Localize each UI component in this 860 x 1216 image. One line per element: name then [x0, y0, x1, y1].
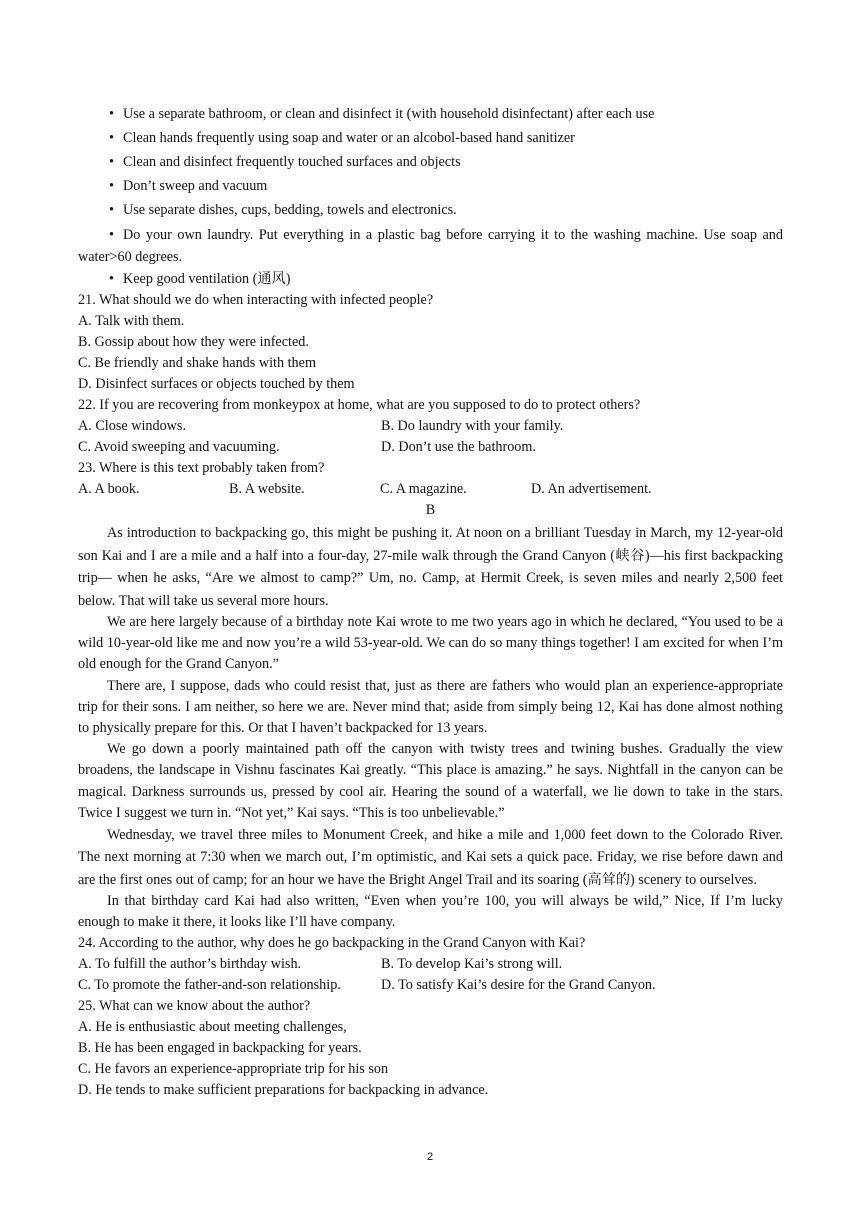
option-22-b: B. Do laundry with your family.	[381, 418, 564, 434]
bullet-text: Keep good ventilation (通风)	[123, 271, 291, 287]
option-21-d: D. Disinfect surfaces or objects touched by them	[78, 376, 355, 392]
bullet-dot: •	[109, 271, 114, 287]
option-24-a: A. To fulfill the author’s birthday wish.	[78, 956, 302, 973]
option-23-c: C. A magazine.	[380, 481, 467, 497]
bullet-item-laundry	[78, 224, 783, 268]
option-23-b: B. A website.	[229, 481, 305, 497]
options-22-row-2	[78, 437, 783, 458]
bullet-dot: •	[109, 202, 114, 218]
option-23-a: A. A book.	[78, 481, 140, 497]
bullet-dot: •	[109, 227, 114, 243]
bullet-item	[78, 152, 783, 173]
options-24-row-2	[78, 975, 783, 996]
passage-paragraph-4: We go down a poorly maintained path off the canyon with twisty trees and twining bushes. Gradually the view broadens, the landscape in Vishnu fascinates Kai greatly. “This place is amazing.” he says. Nightfall in the canyon can be magical. Darkness surrounds us, pressed by cool air. Hearing the sound of a waterfall, we lie down to take in the stars. Twice I suggest we turn in. “Not yet,” Kai says. “This is too unbelievable.”	[78, 741, 783, 821]
question-25: 25. What can we know about the author?	[78, 998, 311, 1015]
passage-paragraph-5: Wednesday, we travel three miles to Monument Creek, and hike a mile and 1,000 feet down to the Colorado River. The next morning at 7:30 when we march out, I’m optimistic, and Kai sets a quick pace. Friday, we rise before dawn and are the first ones out of camp; for an hour we have the Bright Angel Trail and its soaring (高耸的) scenery to ourselves.	[78, 827, 783, 888]
passage-paragraph-6: In that birthday card Kai had also written, “Even when you’re 100, you will always be wild,” Nice, If I’m lucky enough to make it there, it looks like I’ll have company.	[78, 892, 783, 931]
bullet-dot: •	[109, 106, 114, 122]
bullet-dot: •	[109, 130, 114, 146]
page-number: 2	[426, 1151, 434, 1163]
option-23-d: D. An advertisement.	[531, 481, 652, 497]
bullet-text: Don’t sweep and vacuum	[123, 178, 268, 194]
bullet-text: Clean hands frequently using soap and water or an alcobol-based hand sanitizer	[123, 130, 575, 146]
options-23-row	[78, 479, 783, 500]
option-25-c: C. He favors an experience-appropriate trip for his son	[78, 1061, 389, 1078]
bullet-text: Clean and disinfect frequently touched surfaces and objects	[123, 154, 461, 170]
passage-paragraph-3: There are, I suppose, dads who could resist that, just as there are fathers who would plan an experience-appropriate trip for their sons. I am neither, so here we are. Never mind that; aside from simply being 12, Kai has done almost nothing to physically prepare for this. Or that I haven’t backpacked for 13 years.	[78, 677, 783, 737]
bullet-text: Do your own laundry. Put everything in a plastic bag before carrying it to the washing machine. Use soap and water>60 degrees.	[78, 227, 783, 265]
bullet-item	[78, 128, 783, 149]
question-24: 24. According to the author, why does he go backpacking in the Grand Canyon with Kai?	[78, 935, 586, 952]
question-22: 22. If you are recovering from monkeypox at home, what are you supposed to do to protect others?	[78, 397, 641, 413]
passage-paragraph-1: As introduction to backpacking go, this might be pushing it. At noon on a brilliant Tuesday in March, my 12-year-old son Kai and I are a mile and a half into a four-day, 27-mile walk through the Grand Canyon (峡谷)—his first backpacking trip— when he asks, “Are we almost to camp?” Um, no. Camp, at Hermit Creek, is seven miles and nearly 2,500 feet below. That will take us several more hours.	[78, 525, 783, 609]
options-24-row-1	[78, 954, 783, 975]
bullet-dot: •	[109, 178, 114, 194]
option-21-b: B. Gossip about how they were infected.	[78, 334, 309, 350]
question-21: 21. What should we do when interacting with infected people?	[78, 292, 434, 308]
option-22-a: A. Close windows.	[78, 418, 186, 434]
option-25-d: D. He tends to make sufficient preparations for backpacking in advance.	[78, 1082, 489, 1099]
bullet-item	[78, 176, 783, 197]
page-content	[78, 104, 783, 1101]
bullet-text: Use separate dishes, cups, bedding, towels and electronics.	[123, 202, 457, 218]
bullet-item	[78, 200, 783, 221]
options-22-row-1	[78, 416, 783, 437]
option-21-a: A. Talk with them.	[78, 313, 185, 329]
bullet-item	[78, 104, 783, 125]
question-23: 23. Where is this text probably taken from?	[78, 460, 325, 476]
option-24-b: B. To develop Kai’s strong will.	[381, 956, 563, 973]
bullet-item	[78, 269, 783, 290]
option-22-d: D. Don’t use the bathroom.	[381, 439, 536, 455]
option-21-c: C. Be friendly and shake hands with them	[78, 355, 316, 371]
bullet-text: Use a separate bathroom, or clean and disinfect it (with household disinfectant) after each use	[123, 106, 655, 122]
option-25-a: A. He is enthusiastic about meeting challenges,	[78, 1019, 347, 1036]
option-24-c: C. To promote the father-and-son relationship.	[78, 977, 341, 994]
section-label: B	[425, 502, 436, 518]
bullet-dot: •	[109, 154, 114, 170]
option-24-d: D. To satisfy Kai’s desire for the Grand Canyon.	[381, 977, 656, 994]
passage-paragraph-2: We are here largely because of a birthday note Kai wrote to me two years ago in which he declared, “You used to be a wild 10-year-old like me and now you’re a wild 53-year-old. We can do so many things together! I am excited for when I’m old enough for the Grand Canyon.”	[78, 614, 783, 673]
option-22-c: C. Avoid sweeping and vacuuming.	[78, 439, 280, 455]
option-25-b: B. He has been engaged in backpacking for years.	[78, 1040, 362, 1057]
